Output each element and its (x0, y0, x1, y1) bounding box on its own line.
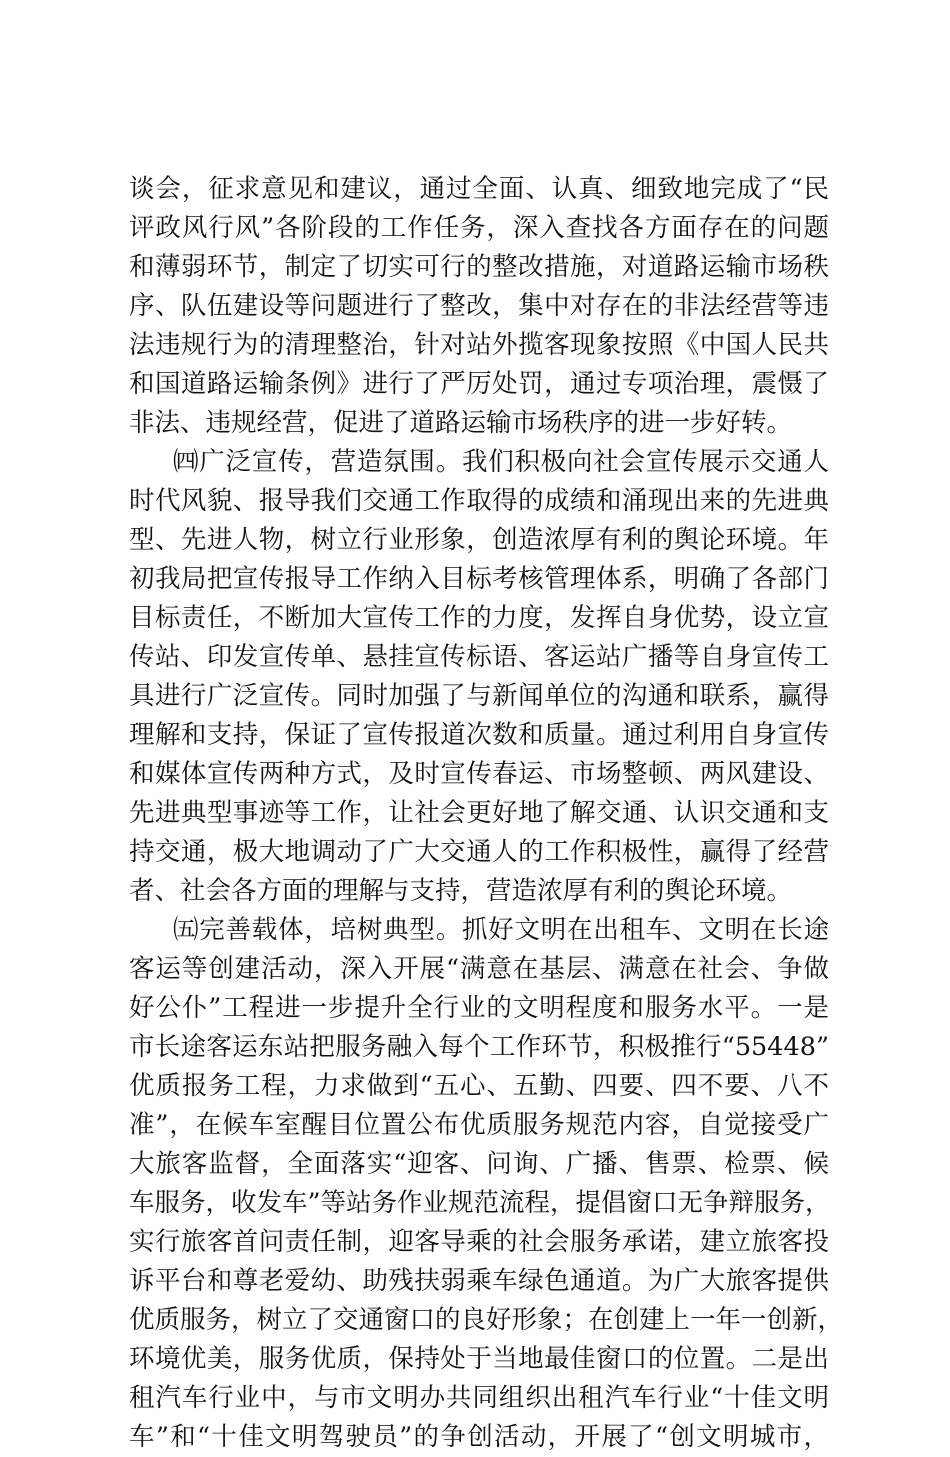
text-line: 非法、违规经营，促进了道路运输市场秩序的进一步好转。 (129, 408, 793, 438)
text-line: 车服务，收发车”等站务作业规范流程，提倡窗口无争辩服务， (129, 1188, 831, 1218)
text-line: 具进行广泛宣传。同时加强了与新闻单位的沟通和联系，赢得 (129, 681, 829, 711)
text-line: 理解和支持，保证了宣传报道次数和质量。通过利用自身宣传 (129, 720, 829, 750)
text-line: 好公仆”工程进一步提升全行业的文明程度和服务水平。一是 (129, 993, 829, 1023)
text-line: 型、先进人物，树立行业形象，创造浓厚有利的舆论环境。年 (129, 525, 829, 555)
text-line: 客运等创建活动，深入开展“满意在基层、满意在社会、争做 (129, 954, 829, 984)
text-line: 优质报务工程，力求做到“五心、五勤、四要、四不要、八不 (129, 1071, 829, 1101)
text-line: 租汽车行业中，与市文明办共同组织出租汽车行业“十佳文明 (129, 1383, 829, 1413)
text-line: ㈤完善载体，培树典型。抓好文明在出租车、文明在长途 (173, 915, 829, 945)
text-line: 先进典型事迹等工作，让社会更好地了解交通、认识交通和支 (129, 798, 829, 828)
text-line: 和国道路运输条例》进行了严厉处罚，通过专项治理，震慑了 (129, 369, 829, 399)
text-line: 初我局把宣传报导工作纳入目标考核管理体系，明确了各部门 (129, 564, 829, 594)
text-line: 评政风行风”各阶段的工作任务，深入查找各方面存在的问题 (129, 213, 829, 243)
text-line: 和媒体宣传两种方式，及时宣传春运、市场整顿、两风建设、 (129, 759, 829, 789)
text-line: 车”和“十佳文明驾驶员”的争创活动，开展了“创文明城市， (129, 1422, 829, 1452)
text-line: 准”，在候车室醒目位置公布优质服务规范内容，自觉接受广 (129, 1110, 829, 1140)
text-line: ㈣广泛宣传，营造氛围。我们积极向社会宣传展示交通人 (173, 447, 829, 477)
text-line: 持交通，极大地调动了广大交通人的工作积极性，赢得了经营 (129, 837, 829, 867)
text-line: 诉平台和尊老爱幼、助残扶弱乘车绿色通道。为广大旅客提供 (129, 1266, 829, 1296)
text-line: 法违规行为的清理整治，针对站外揽客现象按照《中国人民共 (129, 330, 829, 360)
text-line: 传站、印发宣传单、悬挂宣传标语、客运站广播等自身宣传工 (129, 642, 829, 672)
text-line: 谈会，征求意见和建议，通过全面、认真、细致地完成了“民 (129, 174, 829, 204)
text-line: 优质服务，树立了交通窗口的良好形象；在创建上一年一创新， (129, 1305, 844, 1335)
text-line: 大旅客监督，全面落实“迎客、问询、广播、售票、检票、候 (129, 1149, 829, 1179)
text-line: 环境优美，服务优质，保持处于当地最佳窗口的位置。二是出 (129, 1344, 829, 1374)
text-line: 和薄弱环节，制定了切实可行的整改措施，对道路运输市场秩 (129, 252, 829, 282)
text-line: 时代风貌、报导我们交通工作取得的成绩和涌现出来的先进典 (129, 486, 829, 516)
document-page (129, 170, 844, 1457)
text-line: 实行旅客首问责任制，迎客导乘的社会服务承诺，建立旅客投 (129, 1227, 829, 1257)
text-line: 者、社会各方面的理解与支持，营造浓厚有利的舆论环境。 (129, 876, 793, 906)
text-line: 序、队伍建设等问题进行了整改，集中对存在的非法经营等违 (129, 291, 829, 321)
text-line: 市长途客运东站把服务融入每个工作环节，积极推行“55448” (129, 1032, 829, 1062)
text-line: 目标责任，不断加大宣传工作的力度，发挥自身优势，设立宣 (129, 603, 829, 633)
